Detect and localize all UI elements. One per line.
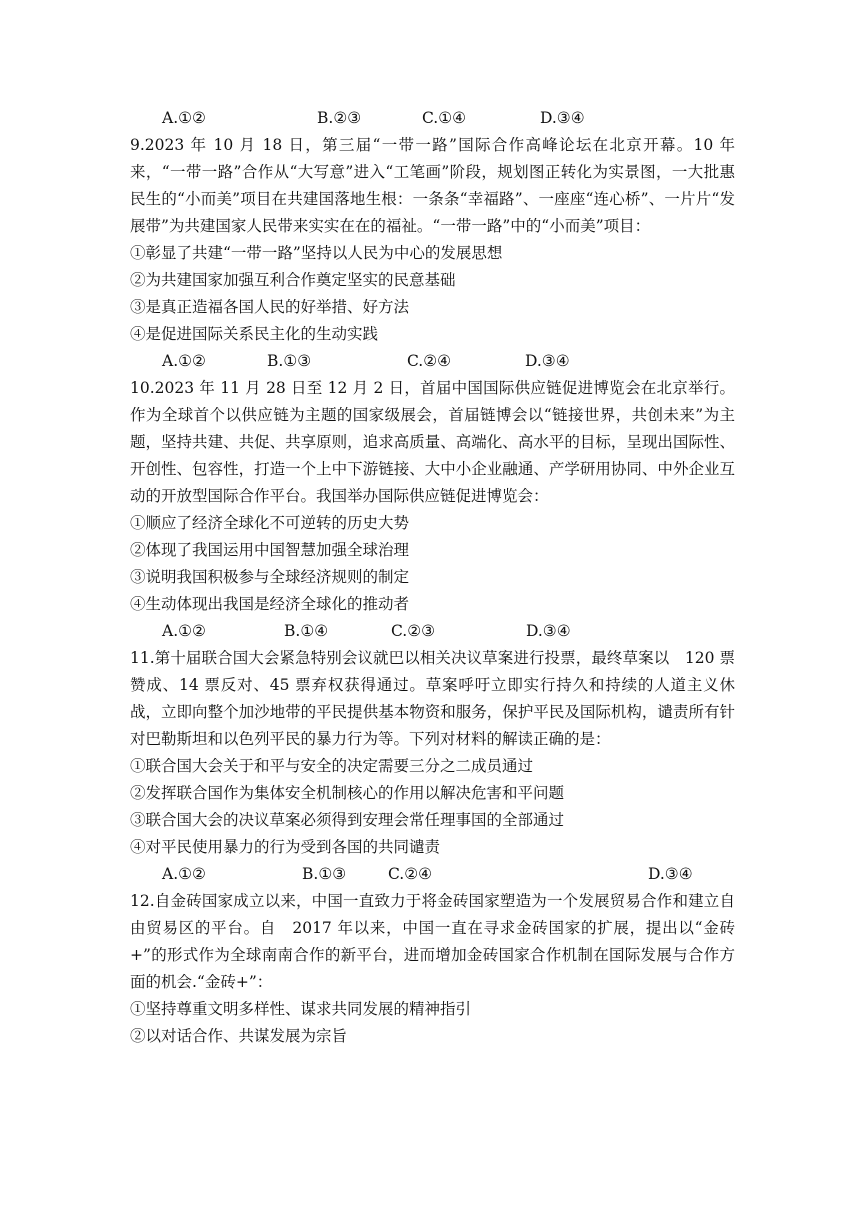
statement-4: ④对平民使用暴力的行为受到各国的共同谴责 bbox=[130, 838, 441, 856]
q8-choices bbox=[130, 105, 735, 132]
choice-d: D.③④ bbox=[648, 865, 693, 883]
statement-3: ③联合国大会的决议草案必须得到安理会常任理事国的全部通过 bbox=[130, 811, 565, 829]
question-10 bbox=[130, 375, 735, 645]
choice-d: D.③④ bbox=[526, 622, 571, 640]
statement-2: ②以对话合作、共谋发展为宗旨 bbox=[130, 1027, 348, 1045]
statement-2: ②为共建国家加强互利合作奠定坚实的民意基础 bbox=[130, 271, 456, 289]
statement-4: ④是促进国际关系民主化的生动实践 bbox=[130, 325, 379, 343]
question-11 bbox=[130, 645, 735, 888]
statement-3: ③说明我国积极参与全球经济规则的制定 bbox=[130, 568, 410, 586]
question-stem: 12.自金砖国家成立以来，中国一直致力于将金砖国家塑造为一个发展贸易合作和建立自由贸易区的平台。自 2017 年以来，中国一直在寻求金砖国家的扩展，提出以“金砖+”的形式作为全球南南合作的新平台，进而增加金砖国家合作机制在国际发展与合作方面的机会.“金砖+”： bbox=[130, 892, 735, 991]
question-9 bbox=[130, 132, 735, 375]
choice-a: A.①② bbox=[162, 865, 206, 883]
statement-4: ④生动体现出我国是经济全球化的推动者 bbox=[130, 595, 410, 613]
question-stem: 9.2023 年 10 月 18 日，第三届“一带一路”国际合作高峰论坛在北京开幕。10 年来，“一带一路”合作从“大写意”进入“工笔画”阶段，规划图正转化为实景图，一大批惠民生的“小而美”项目在共建国落地生根：一条条“幸福路”、一座座“连心桥”、一片片“发展带”为共建国家人民带来实实在在的福祉。“一带一路”中的“小而美”项目： bbox=[130, 136, 735, 235]
statement-1: ①顺应了经济全球化不可逆转的历史大势 bbox=[130, 514, 410, 532]
answer-choices bbox=[130, 861, 735, 888]
statement-1: ①联合国大会关于和平与安全的决定需要三分之二成员通过 bbox=[130, 757, 534, 775]
statement-3: ③是真正造福各国人民的好举措、好方法 bbox=[130, 298, 410, 316]
question-12 bbox=[130, 888, 735, 1050]
choice-d: D.③④ bbox=[540, 109, 585, 127]
choice-a: A.①② bbox=[162, 622, 206, 640]
answer-choices bbox=[130, 618, 735, 645]
choice-c: C.②④ bbox=[407, 352, 452, 370]
statement-1: ①坚持尊重文明多样性、谋求共同发展的精神指引 bbox=[130, 1000, 472, 1018]
choice-b: B.②③ bbox=[317, 109, 362, 127]
choice-c: C.②③ bbox=[391, 622, 436, 640]
statement-1: ①彰显了共建“一带一路”坚持以人民为中心的发展思想 bbox=[130, 244, 503, 262]
choice-c: C.①④ bbox=[422, 109, 467, 127]
question-stem: 10.2023 年 11 月 28 日至 12 月 2 日，首届中国国际供应链促进博览会在北京举行。作为全球首个以供应链为主题的国家级展会，首届链博会以“链接世界，共创未来”为主题，坚持共建、共促、共享原则，追求高质量、高端化、高水平的目标，呈现出国际性、开创性、包容性，打造一个上中下游链接、大中小企业融通、产学研用协同、中外企业互动的开放型国际合作平台。我国举办国际供应链促进博览会： bbox=[130, 379, 735, 505]
choice-d: D.③④ bbox=[525, 352, 570, 370]
choice-b: B.①④ bbox=[284, 622, 329, 640]
statement-2: ②发挥联合国作为集体安全机制核心的作用以解决危害和平问题 bbox=[130, 784, 565, 802]
choice-a: A.①② bbox=[162, 352, 206, 370]
choice-b: B.①③ bbox=[267, 352, 312, 370]
choice-a: A.①② bbox=[162, 109, 206, 127]
choice-b: B.①③ bbox=[302, 865, 347, 883]
exam-content bbox=[130, 105, 735, 1050]
question-stem: 11.第十届联合国大会紧急特别会议就巴以相关决议草案进行投票，最终草案以 120 票赞成、14 票反对、45 票弃权获得通过。草案呼吁立即实行持久和持续的人道主义休战，立即向整个加沙地带的平民提供基本物资和服务，保护平民及国际机构，谴责所有针对巴勒斯坦和以色列平民的暴力行为等。下列对材料的解读正确的是： bbox=[130, 649, 735, 748]
choice-c: C.②④ bbox=[388, 865, 433, 883]
answer-choices bbox=[130, 348, 735, 375]
statement-2: ②体现了我国运用中国智慧加强全球治理 bbox=[130, 541, 410, 559]
